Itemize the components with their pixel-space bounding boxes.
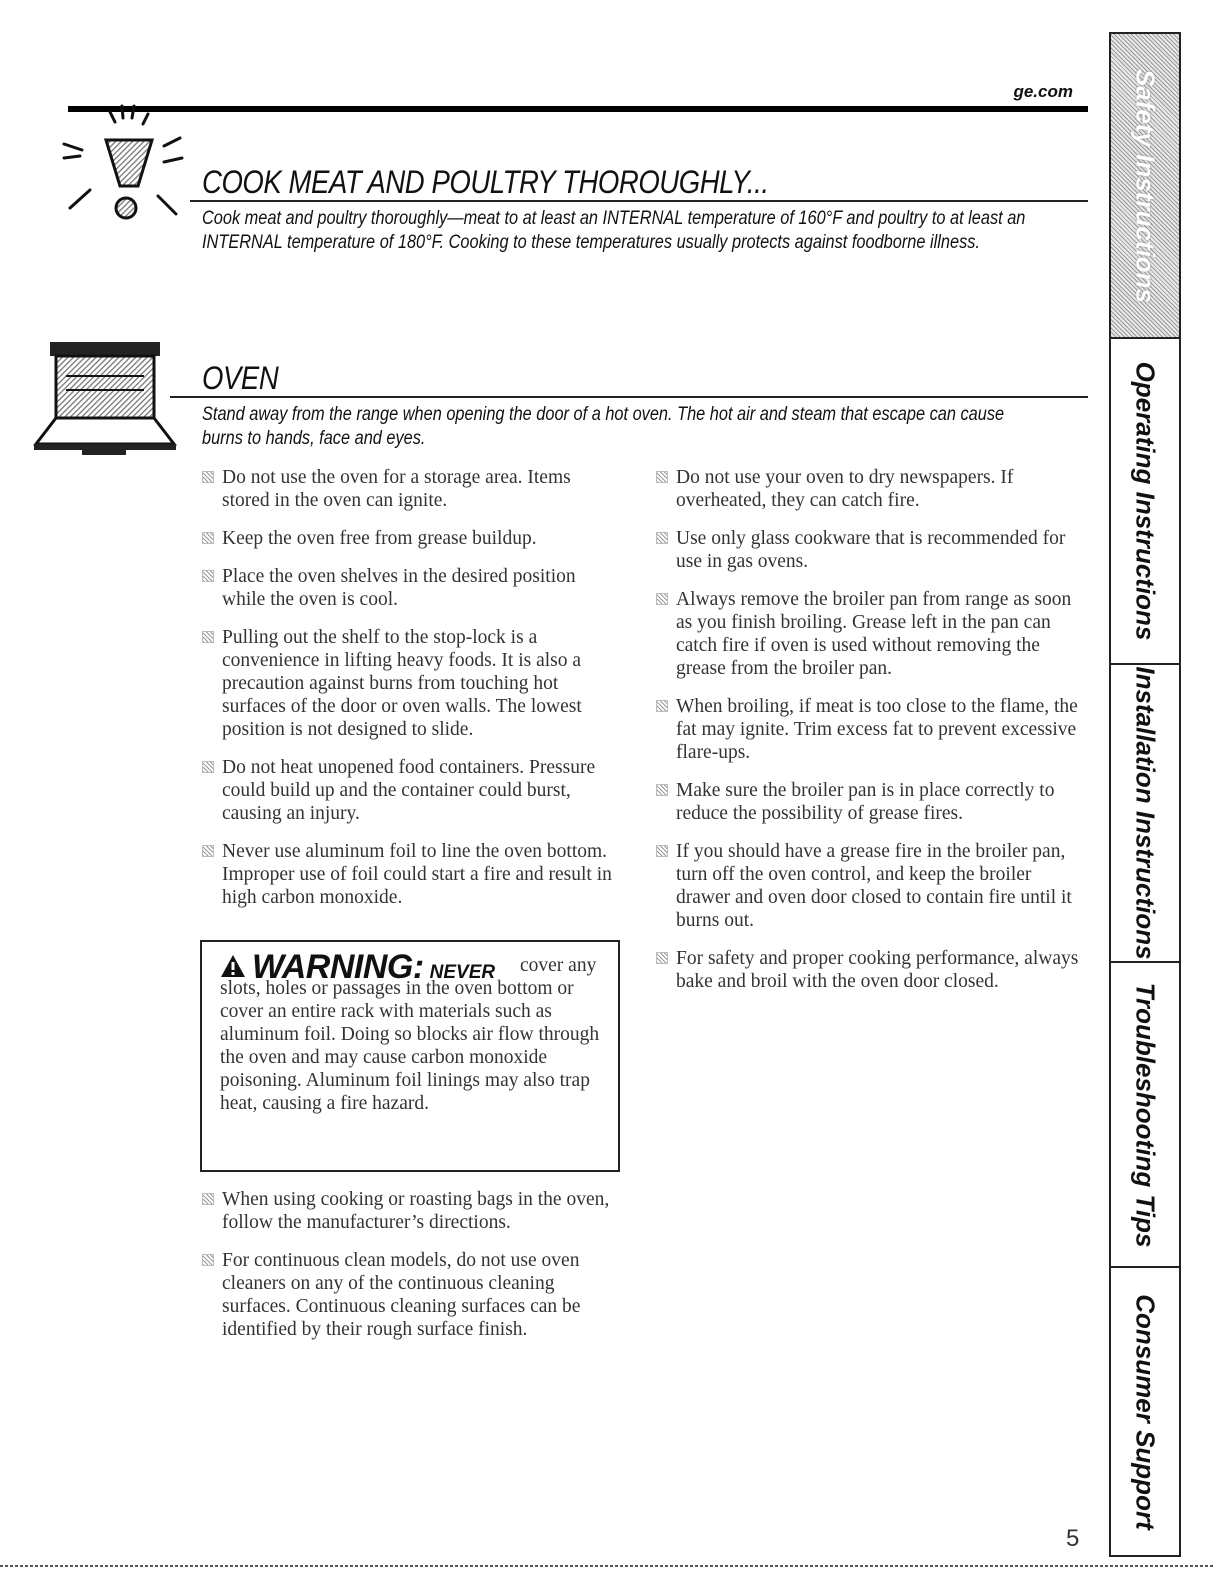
cook-section-title: COOK MEAT AND POULTRY THOROUGHLY... xyxy=(202,164,769,200)
section-tabs xyxy=(1109,32,1181,1557)
bullet-icon xyxy=(202,845,214,857)
cook-section-intro: Cook meat and poultry thoroughly—meat to at least an INTERNAL temperature of 160°F and poultry to at least an INTERNAL temperature of 180°F. Cooking to these temperatures usually protects against foodborne illness. xyxy=(202,208,1026,253)
oven-left-column xyxy=(200,466,620,924)
list-item: Never use aluminum foil to line the oven bottom. Improper use of foil could start a fire and result in high carbon monoxide. xyxy=(200,840,620,909)
bullet-icon xyxy=(656,593,668,605)
warning-never: NEVER xyxy=(429,962,496,983)
list-item: Place the oven shelves in the desired position while the oven is cool. xyxy=(200,565,620,611)
bullet-icon xyxy=(656,532,668,544)
list-item: Use only glass cookware that is recommended for use in gas ovens. xyxy=(654,527,1084,573)
bullet-icon xyxy=(656,952,668,964)
bullet-icon xyxy=(202,570,214,582)
tab-installation-instructions[interactable]: Installation Instructions xyxy=(1111,665,1179,963)
list-item: For continuous clean models, do not use oven cleaners on any of the continuous cleaning surfaces. Continuous cleaning surfaces can be identified by their rough surface finish. xyxy=(200,1249,620,1341)
bullet-icon xyxy=(656,784,668,796)
list-item: When using cooking or roasting bags in the oven, follow the manufacturer’s directions. xyxy=(200,1188,620,1234)
bullet-icon xyxy=(202,631,214,643)
bottom-rule xyxy=(0,1565,1213,1567)
list-item: If you should have a grease fire in the broiler pan, turn off the oven control, and keep the broiler drawer and oven door closed to contain fire until it burns out. xyxy=(654,840,1084,932)
cook-section-rule xyxy=(190,200,1088,202)
oven-section-rule xyxy=(170,396,1088,398)
bullet-icon xyxy=(202,532,214,544)
tab-troubleshooting-tips[interactable]: Troubleshooting Tips xyxy=(1111,963,1179,1268)
page-number: 5 xyxy=(1066,1525,1080,1552)
warning-text: cover any slots, holes or passages in the oven bottom or cover an entire rack with materials such as aluminum foil. Doing so blocks air flow through the oven and may cause carbon monoxide poisoning. Aluminum foil linings may also trap heat, causing a fire hazard. xyxy=(220,955,600,1114)
oven-section-intro: Stand away from the range when opening the door of a hot oven. The hot air and steam that escape can cause burns to hands, face and eyes. xyxy=(202,404,1005,449)
tab-operating-instructions[interactable]: Operating Instructions xyxy=(1111,339,1179,665)
bullet-icon xyxy=(202,471,214,483)
list-item: Do not use your oven to dry newspapers. If overheated, they can catch fire. xyxy=(654,466,1084,512)
tab-safety-instructions[interactable]: Safety Instructions xyxy=(1111,34,1179,339)
oven-icon xyxy=(30,332,180,462)
warning-triangle-icon xyxy=(220,954,246,978)
warning-exclamation-icon xyxy=(60,100,190,230)
oven-left-column-continued xyxy=(200,1188,620,1356)
list-item: Make sure the broiler pan is in place correctly to reduce the possibility of grease fires. xyxy=(654,779,1084,825)
header-rule xyxy=(68,106,1088,112)
bullet-icon xyxy=(202,1193,214,1205)
list-item: Do not use the oven for a storage area. Items stored in the oven can ignite. xyxy=(200,466,620,512)
site-url: ge.com xyxy=(1013,82,1073,101)
list-item: Pulling out the shelf to the stop-lock is a convenience in lifting heavy foods. It is also a precaution against burns from touching hot surfaces of the door or oven walls. The lowest position is not designed to slide. xyxy=(200,626,620,741)
bullet-icon xyxy=(656,700,668,712)
warning-box xyxy=(200,940,620,1172)
list-item: Always remove the broiler pan from range as soon as you finish broiling. Grease left in the pan can catch fire if oven is used without removing the grease from the broiler pan. xyxy=(654,588,1084,680)
bullet-icon xyxy=(202,761,214,773)
bullet-icon xyxy=(656,471,668,483)
warning-label: WARNING: xyxy=(252,948,424,986)
tab-consumer-support[interactable]: Consumer Support xyxy=(1130,1293,1161,1530)
list-item: Keep the oven free from grease buildup. xyxy=(200,527,620,550)
bullet-icon xyxy=(202,1254,214,1266)
list-item: For safety and proper cooking performance, always bake and broil with the oven door closed. xyxy=(654,947,1084,993)
bullet-icon xyxy=(656,845,668,857)
list-item: When broiling, if meat is too close to the flame, the fat may ignite. Trim excess fat to prevent excessive flare-ups. xyxy=(654,695,1084,764)
oven-right-column xyxy=(654,466,1084,1008)
list-item: Do not heat unopened food containers. Pressure could build up and the container could burst, causing an injury. xyxy=(200,756,620,825)
oven-section-title: OVEN xyxy=(202,360,279,396)
